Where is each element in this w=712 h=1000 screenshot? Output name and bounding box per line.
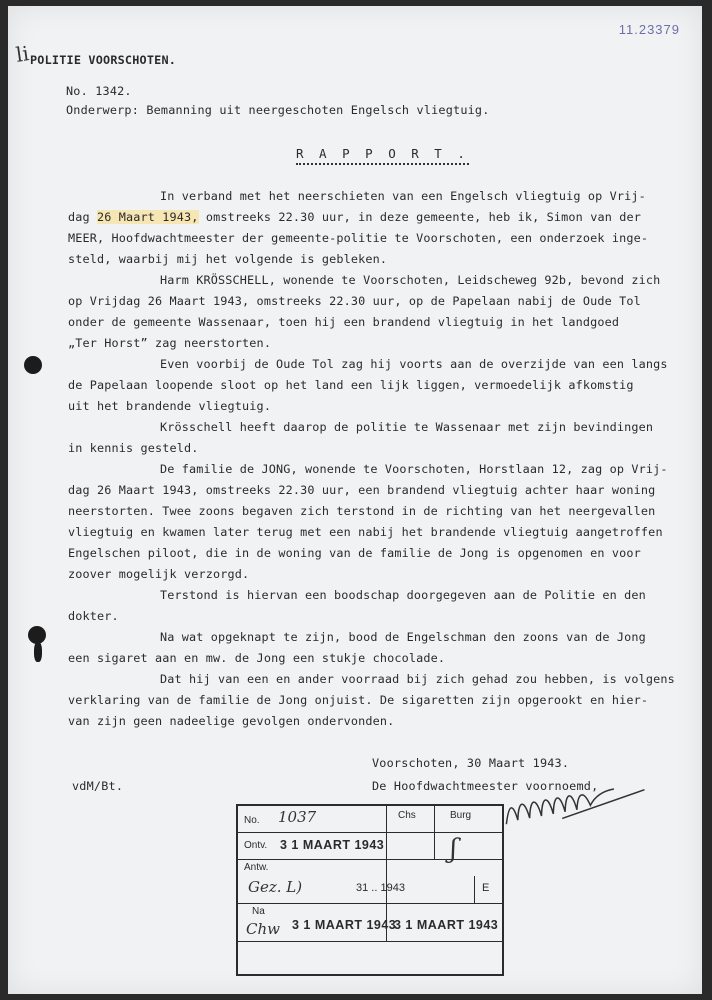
body-text: MEER, Hoofdwachtmeester der gemeente-politie te Voorschoten, een onderzoek inge- [68, 231, 649, 245]
body-line [68, 669, 675, 690]
body-line [68, 627, 668, 648]
body-text: Krösschell heeft daarop de politie te Wassenaar met zijn bevindingen [160, 420, 654, 434]
body-line [68, 186, 668, 207]
body-line [68, 312, 668, 333]
body-line [68, 459, 668, 480]
body-line [68, 396, 668, 417]
punch-hole-tear [34, 642, 42, 662]
stamp-ontv-date: 3 1 MAART 1943 [280, 838, 385, 852]
stamp-antw-hand: Gez. L) [248, 878, 303, 896]
body-text: „Ter Horst” zag neerstorten. [68, 336, 272, 350]
body-text: In verband met het neerschieten van een Engelsch vliegtuig op Vrij- [160, 189, 646, 203]
body-line [68, 249, 668, 270]
punch-hole [24, 356, 42, 374]
stamp-burg-label: Burg [450, 810, 472, 821]
stamp-burg-initial: ʃ [450, 834, 458, 864]
body-text: Even voorbij de Oude Tol zag hij voorts aan de overzijde van een langs [160, 357, 668, 371]
body-line [68, 438, 668, 459]
body-line [68, 354, 668, 375]
body-line [68, 228, 668, 249]
stamp-no-label: No. [244, 815, 260, 826]
body-text: Na wat opgeknapt te zijn, bood de Engelschman den zoons van de Jong [160, 630, 646, 644]
body-line [68, 690, 668, 711]
body-text: op Vrijdag 26 Maart 1943, omstreeks 22.30 uur, op de Papelaan nabij de Oude Tol [68, 294, 641, 308]
body-text: steld, waarbij mij het volgende is gebleken. [68, 252, 388, 266]
registration-stamp [236, 804, 504, 976]
stamp-na-hand: Chw [246, 920, 280, 938]
body-line [68, 375, 668, 396]
body-text: Harm KRÖSSCHELL, wonende te Voorschoten, Leidscheweg 92b, bevond zich [160, 273, 661, 287]
body-text: de Papelaan loopende sloot op het land een lijk liggen, vermoedelijk afkomstig [68, 378, 634, 392]
body-text: uit het brandende vliegtuig. [68, 399, 272, 413]
body-text: zoover mogelijk verzorgd. [68, 567, 250, 581]
closing-place-date: Voorschoten, 30 Maart 1943. [372, 756, 570, 770]
typist-initials: vdM/Bt. [72, 779, 124, 793]
body-line [68, 711, 668, 732]
body-line [68, 270, 668, 291]
body-text: De familie de JONG, wonende te Voorschoten, Horstlaan 12, zag op Vrij- [160, 462, 668, 476]
body-text: in kennis gesteld. [68, 441, 199, 455]
body-line [68, 291, 668, 312]
stamp-na-label: Na [252, 906, 265, 917]
body-line [68, 585, 668, 606]
body-line [68, 333, 668, 354]
header-organization: POLITIE VOORSCHOTEN. [30, 53, 177, 67]
body-line [68, 207, 668, 228]
body-line [68, 417, 668, 438]
stamp-antw-date: 31 .. 1943 [356, 882, 405, 894]
stamp-column-divider [434, 806, 435, 859]
body-text: Dat hij van een en ander voorraad bij zich gehad zou hebben, is volgens [160, 672, 675, 686]
stamp-date-left: 3 1 MAART 1943 [292, 918, 397, 932]
stamp-antw-label: Antw. [244, 862, 269, 873]
body-text: dag [68, 210, 98, 224]
body-line [68, 606, 668, 627]
stamp-date-right: 3 1 MAART 1943 [394, 918, 499, 932]
body-text: dokter. [68, 609, 119, 623]
closing-signatory: De Hoofdwachtmeester voornoemd, [372, 779, 599, 793]
body-line [68, 648, 668, 669]
body-text: een sigaret aan en mw. de Jong een stukje chocolade. [68, 651, 446, 665]
body-text: verklaring van de familie de Jong onjuist. De sigaretten zijn opgerookt en hier- [68, 693, 649, 707]
body-text: omstreeks 22.30 uur, in deze gemeente, heb ik, Simon van der [198, 210, 641, 224]
body-text: Engelschen piloot, die in de woning van de familie de Jong is opgenomen en voor [68, 546, 641, 560]
report-title: R A P P O R T . [296, 146, 469, 165]
report-body [68, 186, 675, 732]
stamp-chef-label: Chs [398, 810, 416, 821]
body-line [68, 564, 668, 585]
body-line [68, 543, 668, 564]
highlighted-date: 26 Maart 1943, [97, 210, 199, 224]
stamp-e-label: E [482, 882, 490, 894]
header-number: No. 1342. [66, 84, 132, 98]
stamp-no-value: 1037 [278, 808, 317, 826]
margin-annotation: li [14, 41, 31, 67]
header-subject: Onderwerp: Bemanning uit neergeschoten Engelsch vliegtuig. [66, 103, 490, 117]
stamp-column-divider [474, 876, 475, 903]
body-text: onder de gemeente Wassenaar, toen hij een brandend vliegtuig in het landgoed [68, 315, 620, 329]
body-line [68, 522, 668, 543]
body-text: dag 26 Maart 1943, omstreeks 22.30 uur, een brandend vliegtuig achter haar woning [68, 483, 656, 497]
body-text: neerstorten. Twee zoons begaven zich terstond in de richting van het neergevallen [68, 504, 656, 518]
body-text: Terstond is hiervan een boodschap doorgegeven aan de Politie en den [160, 588, 646, 602]
body-text: van zijn geen nadeelige gevolgen ondervonden. [68, 714, 395, 728]
body-line [68, 501, 668, 522]
stamp-ontv-label: Ontv. [244, 840, 268, 851]
body-text: vliegtuig en kwamen later terug met een nabij het brandende vliegtuig aangetroffen [68, 525, 663, 539]
body-line [68, 480, 668, 501]
archive-number: 11.23379 [618, 22, 680, 37]
